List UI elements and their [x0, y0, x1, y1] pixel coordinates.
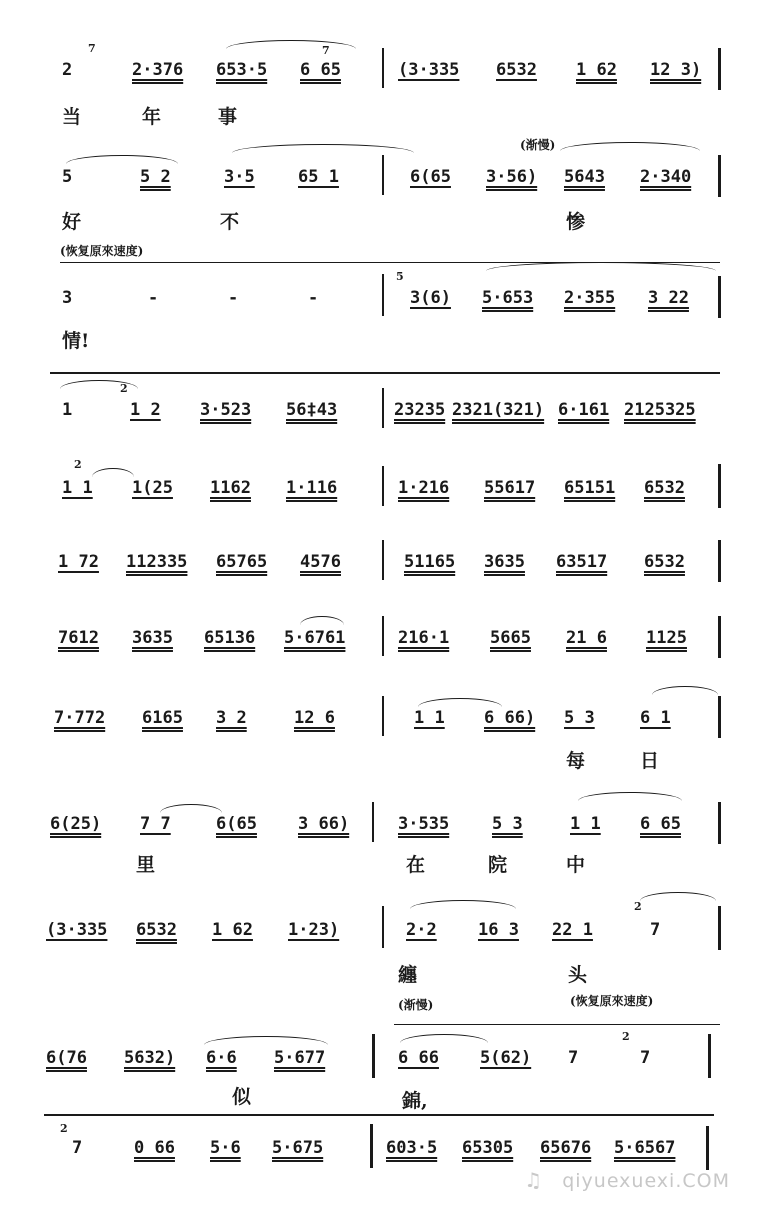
note-group: 3635 — [132, 628, 173, 648]
note-group: (3·335 — [46, 920, 108, 940]
note-group: 5·6 — [210, 1138, 241, 1158]
slur — [226, 40, 356, 49]
barline — [718, 540, 721, 582]
note-group: 5632) — [124, 1048, 176, 1068]
note-group: 1 62 — [576, 60, 617, 80]
note-group: 1 — [62, 400, 73, 420]
note-group: 653·5 — [216, 60, 268, 80]
note-group: 216·1 — [398, 628, 450, 648]
slur — [652, 686, 718, 695]
barline — [382, 388, 384, 428]
note-group: 3·5 — [224, 167, 255, 187]
note-group: 6165 — [142, 708, 183, 728]
note-group: 1 1 — [570, 814, 601, 834]
note-group: 65676 — [540, 1138, 592, 1158]
note-group: 1·216 — [398, 478, 450, 498]
barline — [382, 616, 384, 656]
lyric: 日 — [640, 750, 660, 772]
note-group: 6 65 — [300, 60, 341, 80]
slur — [160, 804, 222, 813]
note-group: 7 7 — [140, 814, 171, 834]
barline — [382, 696, 384, 736]
note-group: 5·653 — [482, 288, 534, 308]
note-group: 6532 — [644, 552, 685, 572]
slur — [400, 1034, 488, 1043]
lyric: 纏 — [398, 964, 418, 986]
note-group: 7612 — [58, 628, 99, 648]
note-group: 6·161 — [558, 400, 610, 420]
watermark-icon: ♫ — [524, 1168, 542, 1192]
tempo-annotation: (恢复原來速度) — [570, 994, 654, 1008]
note-group: 1 2 — [130, 400, 161, 420]
note-group: 1162 — [210, 478, 251, 498]
note-group: 12 6 — [294, 708, 335, 728]
slur — [92, 468, 134, 477]
note-group: 2321(321) — [452, 400, 545, 420]
barline — [372, 1034, 375, 1078]
note-group: 55617 — [484, 478, 536, 498]
grace-note: 5 — [396, 270, 404, 283]
lyric: 不 — [220, 211, 240, 233]
note-group: 3·56) — [486, 167, 538, 187]
barline — [718, 48, 721, 90]
grace-note: 2 — [622, 1030, 630, 1043]
barline — [718, 802, 721, 844]
note-group: 7 — [640, 1048, 651, 1068]
note-group: - — [308, 288, 319, 308]
note-group: 5·6761 — [284, 628, 346, 648]
note-group: 65 1 — [298, 167, 339, 187]
tempo-extension-line — [394, 1024, 720, 1025]
note-group: 2 — [62, 60, 73, 80]
note-group: 5 3 — [492, 814, 523, 834]
note-group: 3 — [62, 288, 73, 308]
barline — [370, 1124, 373, 1168]
note-group: 2·340 — [640, 167, 692, 187]
note-group: 7 — [568, 1048, 579, 1068]
note-group: 7 — [72, 1138, 83, 1158]
note-group: 12 3) — [650, 60, 702, 80]
lyric: 事 — [218, 106, 238, 128]
lyric: 錦, — [402, 1090, 428, 1112]
note-group: 5·675 — [272, 1138, 324, 1158]
note-group: 5(62) — [480, 1048, 532, 1068]
watermark: qiyuexuexi.COM — [562, 1170, 730, 1192]
note-group: 5665 — [490, 628, 531, 648]
note-group: 3 66) — [298, 814, 350, 834]
lyric: 里 — [136, 854, 156, 876]
note-group: 65151 — [564, 478, 616, 498]
barline — [382, 274, 384, 316]
lyric: 当 — [62, 106, 82, 128]
slur — [410, 900, 516, 909]
slur — [486, 262, 716, 271]
slur — [204, 1036, 328, 1045]
slur — [66, 155, 178, 164]
lyric: 情! — [62, 330, 90, 352]
slur — [640, 892, 716, 901]
lyric: 惨 — [566, 211, 586, 233]
note-group: 3 2 — [216, 708, 247, 728]
grace-note: 2 — [60, 1122, 68, 1135]
grace-note: 7 — [322, 44, 330, 57]
note-group: 4576 — [300, 552, 341, 572]
note-group: 6(76 — [46, 1048, 87, 1068]
barline — [718, 276, 721, 318]
note-group: 3635 — [484, 552, 525, 572]
lyric: 中 — [566, 854, 586, 876]
barline — [382, 48, 384, 88]
note-group: 6532 — [496, 60, 537, 80]
barline — [372, 802, 374, 842]
note-group: 3 22 — [648, 288, 689, 308]
lyric: 好 — [62, 211, 82, 233]
barline — [382, 466, 384, 506]
note-group: 65136 — [204, 628, 256, 648]
note-group: 1125 — [646, 628, 687, 648]
barline — [382, 155, 384, 195]
note-group: 6 66 — [398, 1048, 439, 1068]
note-group: 5 3 — [564, 708, 595, 728]
note-group: 1 72 — [58, 552, 99, 572]
note-group: 2·355 — [564, 288, 616, 308]
note-group: 16 3 — [478, 920, 519, 940]
slur — [418, 698, 502, 707]
lyric: 院 — [488, 854, 508, 876]
note-group: 7 — [650, 920, 661, 940]
note-group: 2125325 — [624, 400, 696, 420]
lyric: 头 — [568, 964, 588, 986]
note-group: 6(65 — [410, 167, 451, 187]
note-group: 3(6) — [410, 288, 451, 308]
note-group: 5 — [62, 167, 73, 187]
note-group: 2·2 — [406, 920, 437, 940]
lyric: 在 — [406, 854, 426, 876]
note-group: 63517 — [556, 552, 608, 572]
section-divider — [50, 372, 720, 374]
note-group: 1(25 — [132, 478, 173, 498]
tempo-annotation: (渐慢) — [520, 138, 556, 152]
barline — [382, 540, 384, 580]
note-group: 6 65 — [640, 814, 681, 834]
note-group: 0 66 — [134, 1138, 175, 1158]
note-group: - — [228, 288, 239, 308]
barline — [718, 906, 721, 950]
slur — [578, 792, 682, 801]
note-group: 56‡43 — [286, 400, 338, 420]
slur — [300, 616, 344, 625]
note-group: 112335 — [126, 552, 188, 572]
grace-note: 2 — [634, 900, 642, 913]
barline — [708, 1034, 711, 1078]
note-group: 1·116 — [286, 478, 338, 498]
note-group: (3·335 — [398, 60, 460, 80]
note-group: 6(65 — [216, 814, 257, 834]
note-group: 1 62 — [212, 920, 253, 940]
tempo-annotation: (恢复原來速度) — [60, 244, 144, 258]
slur — [560, 142, 700, 151]
note-group: 1·23) — [288, 920, 340, 940]
note-group: 3·535 — [398, 814, 450, 834]
note-group: 603·5 — [386, 1138, 438, 1158]
note-group: 5·677 — [274, 1048, 326, 1068]
barline — [718, 464, 721, 508]
note-group: 7·772 — [54, 708, 106, 728]
note-group: 1 1 — [414, 708, 445, 728]
note-group: 65765 — [216, 552, 268, 572]
note-group: 6 1 — [640, 708, 671, 728]
grace-note: 7 — [88, 42, 96, 55]
slur — [232, 144, 414, 153]
note-group: - — [148, 288, 159, 308]
note-group: 5 2 — [140, 167, 171, 187]
note-group: 6 66) — [484, 708, 536, 728]
barline — [718, 155, 721, 197]
lyric: 似 — [232, 1086, 252, 1108]
note-group: 23235 — [394, 400, 446, 420]
lyric: 每 — [566, 750, 586, 772]
note-group: 22 1 — [552, 920, 593, 940]
barline — [382, 906, 384, 948]
barline — [706, 1126, 709, 1170]
note-group: 6532 — [644, 478, 685, 498]
section-divider — [44, 1114, 714, 1116]
note-group: 3·523 — [200, 400, 252, 420]
note-group: 2·376 — [132, 60, 184, 80]
barline — [718, 616, 721, 658]
note-group: 5·6567 — [614, 1138, 676, 1158]
lyric: 年 — [142, 106, 162, 128]
note-group: 5643 — [564, 167, 605, 187]
grace-note: 2 — [74, 458, 82, 471]
tempo-annotation: (渐慢) — [398, 998, 434, 1012]
note-group: 6532 — [136, 920, 177, 940]
note-group: 65305 — [462, 1138, 514, 1158]
note-group: 21 6 — [566, 628, 607, 648]
note-group: 6·6 — [206, 1048, 237, 1068]
note-group: 6(25) — [50, 814, 102, 834]
grace-note: 2 — [120, 382, 128, 395]
note-group: 51165 — [404, 552, 456, 572]
barline — [718, 696, 721, 738]
note-group: 1 1 — [62, 478, 93, 498]
